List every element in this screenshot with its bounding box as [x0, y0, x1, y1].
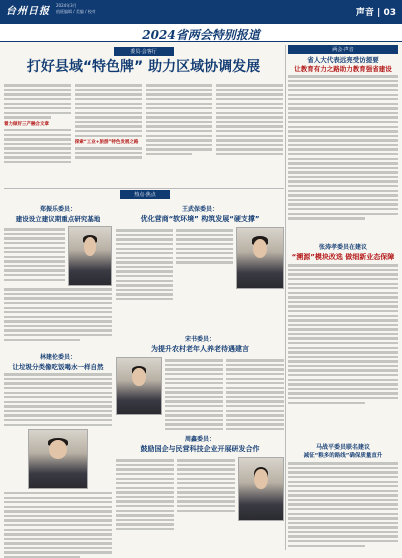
article-song	[116, 332, 284, 432]
meta-editors: 值班编辑 / 美编 / 校对	[56, 9, 96, 14]
right-top-article	[288, 45, 398, 235]
article-wang	[116, 202, 284, 302]
article-title: 为提升农村老年人养老待遇建言	[151, 345, 249, 353]
masthead: 台州日报	[6, 6, 50, 17]
portrait-photo	[238, 457, 284, 521]
top-kicker: 委员·会客厅	[114, 47, 174, 56]
portrait-photo	[236, 227, 284, 289]
portrait-photo	[116, 357, 162, 415]
article-name: 王武保委员：	[181, 206, 218, 213]
page-header	[0, 0, 402, 24]
special-report-banner	[0, 24, 402, 42]
article-name: 周鑫委员：	[184, 436, 215, 443]
article-title: 优化营商“软环境” 构筑发展“硬支撑”	[140, 215, 260, 223]
top-headline: 打好县域“特色牌” 助力区域协调发展	[26, 59, 261, 75]
article-title: “溯源”模块改选 做细新业态保障	[291, 253, 395, 261]
article-name: 宋书委员：	[184, 336, 215, 343]
column-divider	[285, 45, 286, 550]
banner-title: 2024省两会特别报道	[142, 28, 260, 42]
mid-tag: 热点·焦点	[120, 190, 170, 199]
right-top-title-2: 让教育有力之路助力教育强省建设	[294, 65, 392, 73]
article-title: 让垃圾分类像吃饭喝水一样自然	[12, 363, 104, 371]
article-title: 减征“粮多的路线”确保质量直升	[303, 453, 383, 459]
article-title: 建设设立建议期重点研究基地	[15, 215, 101, 223]
top-subhead-1: 着力做好三产融合文章	[4, 121, 49, 127]
section-divider	[4, 188, 284, 189]
article-zhang	[288, 240, 398, 406]
article-lin	[4, 350, 112, 558]
right-top-title-1: 省人大代表远亮受访提要	[307, 56, 379, 64]
article-name: 林建伦委员：	[39, 354, 76, 361]
right-top-tag: 两会·声音	[288, 45, 398, 54]
article-ma	[288, 440, 398, 549]
portrait-photo	[68, 226, 112, 286]
top-body	[4, 82, 283, 166]
article-zheng	[4, 202, 112, 343]
article-name: 郑振乐委员：	[39, 206, 76, 213]
article-zhou	[116, 432, 284, 532]
article-name: 马战平委员联名建议	[315, 444, 370, 451]
portrait-photo	[28, 429, 88, 489]
article-title: 鼓励国企与民营科技企业开展研发合作	[140, 445, 260, 453]
header-meta	[56, 3, 96, 15]
section-tag: 声音 | 03	[355, 8, 396, 18]
article-name: 张涛孝委员在建议	[318, 244, 367, 251]
top-subhead-2: 探索“工业+旅游”特色发展之路	[74, 140, 139, 146]
meta-date: 2024年3月	[56, 3, 77, 8]
